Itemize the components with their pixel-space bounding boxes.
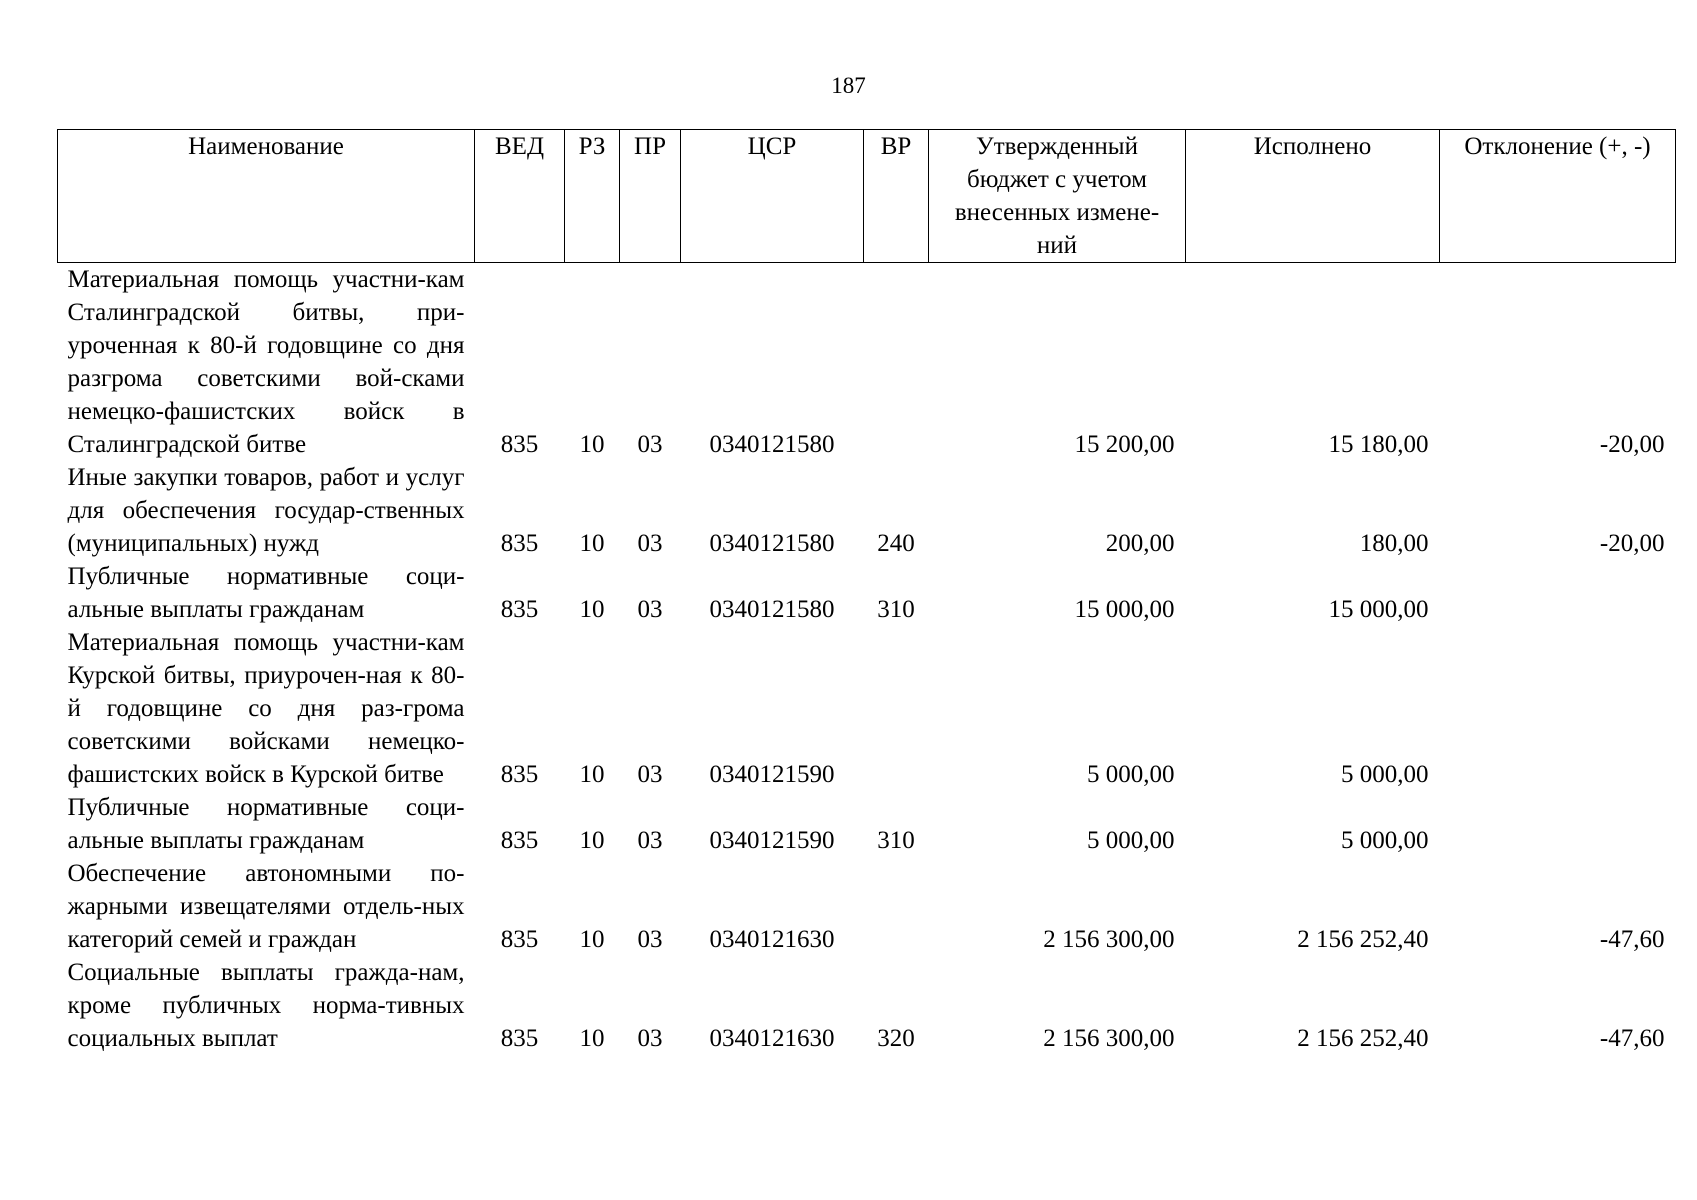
row-approved: 15 000,00 (1074, 596, 1175, 623)
header-ved: ВЕД (475, 130, 565, 263)
row-vr (864, 263, 929, 462)
table-row (58, 791, 1676, 857)
table-row (58, 857, 1676, 956)
table-row (58, 461, 1676, 560)
row-approved: 5 000,00 (1087, 761, 1175, 788)
row-ved: 835 (500, 596, 539, 623)
row-approved: 2 156 300,00 (1043, 1025, 1175, 1052)
table-row (58, 263, 1676, 462)
row-approved: 5 000,00 (1087, 827, 1175, 854)
row-executed: 5 000,00 (1341, 827, 1429, 854)
row-executed: 180,00 (1359, 530, 1429, 557)
row-vr: 320 (877, 1025, 915, 1052)
row-vr (864, 857, 929, 956)
row-rz: 10 (579, 827, 605, 854)
row-name: Социальные выплаты гражда-нам, кроме публичных норма-тивных социальных выплат (67, 959, 465, 1052)
row-rz: 10 (579, 596, 605, 623)
row-pr: 03 (637, 1025, 663, 1052)
table-header (58, 130, 1676, 263)
header-row (58, 130, 1676, 263)
row-vr (864, 626, 929, 791)
row-csr: 0340121580 (709, 431, 835, 458)
row-ved: 835 (500, 431, 539, 458)
table-row (58, 626, 1676, 791)
row-ved: 835 (500, 1025, 539, 1052)
row-rz: 10 (579, 431, 605, 458)
row-deviation (1440, 791, 1676, 857)
table-row (58, 560, 1676, 626)
row-deviation (1440, 560, 1676, 626)
table-row (58, 956, 1676, 1055)
row-csr: 0340121630 (709, 1025, 835, 1052)
row-ved: 835 (500, 530, 539, 557)
row-name: Материальная помощь участни-кам Сталинградской битвы, при-уроченная к 80-й годовщине со дня разгрома советскими вой-сками немецко-фашистских войск в Сталинградской битве (67, 266, 465, 458)
row-csr: 0340121590 (709, 761, 835, 788)
row-rz: 10 (579, 926, 605, 953)
header-rz: РЗ (565, 130, 620, 263)
row-name: Публичные нормативные соци-альные выплаты гражданам (67, 794, 465, 854)
row-name: Материальная помощь участни-кам Курской битвы, приурочен-ная к 80-й годовщине со дня раз-грома советскими войсками немецко-фашистских войск в Курской битве (67, 629, 465, 788)
row-vr: 310 (877, 827, 915, 854)
row-rz: 10 (579, 530, 605, 557)
header-approved: Утвержденный бюджет с учетом внесенных измене-ний (929, 130, 1186, 263)
header-name: Наименование (58, 130, 475, 263)
row-executed: 2 156 252,40 (1297, 1025, 1429, 1052)
row-vr: 240 (877, 530, 915, 557)
row-csr: 0340121580 (709, 596, 835, 623)
row-name: Публичные нормативные соци-альные выплаты гражданам (67, 563, 465, 623)
page-number: 187 (831, 73, 866, 98)
budget-table (57, 129, 1676, 1055)
row-executed: 15 180,00 (1328, 431, 1429, 458)
row-deviation: -20,00 (1599, 431, 1665, 458)
row-deviation: -20,00 (1599, 530, 1665, 557)
header-executed: Исполнено (1186, 130, 1440, 263)
row-approved: 2 156 300,00 (1043, 926, 1175, 953)
row-pr: 03 (637, 827, 663, 854)
header-deviation: Отклонение (+, -) (1440, 130, 1676, 263)
row-rz: 10 (579, 1025, 605, 1052)
row-name: Иные закупки товаров, работ и услуг для обеспечения государ-ственных (муниципальных) нужд (67, 464, 465, 557)
row-csr: 0340121580 (709, 530, 835, 557)
row-deviation: -47,60 (1599, 1025, 1665, 1052)
row-name: Обеспечение автономными по-жарными извещателями отдель-ных категорий семей и граждан (67, 860, 465, 953)
row-rz: 10 (579, 761, 605, 788)
row-deviation: -47,60 (1599, 926, 1665, 953)
row-executed: 15 000,00 (1328, 596, 1429, 623)
row-ved: 835 (500, 926, 539, 953)
row-csr: 0340121590 (709, 827, 835, 854)
row-pr: 03 (637, 926, 663, 953)
header-csr: ЦСР (681, 130, 864, 263)
row-executed: 2 156 252,40 (1297, 926, 1429, 953)
row-approved: 15 200,00 (1074, 431, 1175, 458)
table-body (58, 263, 1676, 1056)
row-deviation (1440, 626, 1676, 791)
header-vr: ВР (864, 130, 929, 263)
row-pr: 03 (637, 530, 663, 557)
header-pr: ПР (620, 130, 681, 263)
row-pr: 03 (637, 431, 663, 458)
row-pr: 03 (637, 596, 663, 623)
row-pr: 03 (637, 761, 663, 788)
row-ved: 835 (500, 761, 539, 788)
row-ved: 835 (500, 827, 539, 854)
row-vr: 310 (877, 596, 915, 623)
row-approved: 200,00 (1105, 530, 1175, 557)
row-csr: 0340121630 (709, 926, 835, 953)
row-executed: 5 000,00 (1341, 761, 1429, 788)
